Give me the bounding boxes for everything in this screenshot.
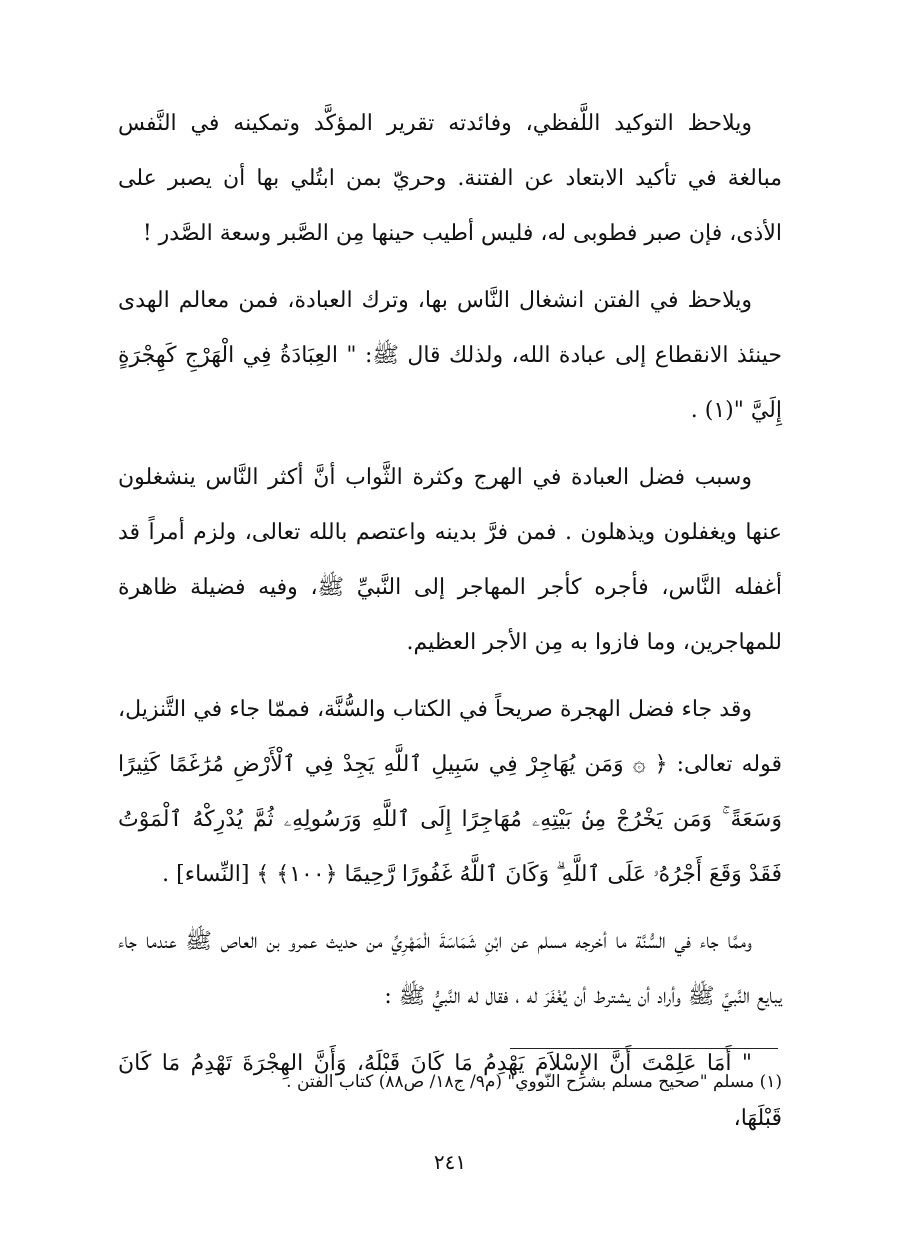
paragraph-4-quran-verse: وقد جاء فضل الهجرة صريحاً في الكتاب والسُّنَّة، فممّا جاء في التَّنزيل، قوله تعالى: ﴿ ۞ وَمَن يُهَاجِرْ فِي سَبِيلِ ٱللَّهِ يَجِدْ فِي ٱلْأَرْضِ مُرَٰغَمًا كَثِيرًا وَسَعَةً ۚ وَمَن يَخْرُجْ مِنۢ بَيْتِهِۦ مُهَاجِرًا إِلَى ٱللَّهِ وَرَسُولِهِۦ ثُمَّ يُدْرِكْهُ ٱلْمَوْتُ فَقَدْ وَقَعَ أَجْرُهُۥ عَلَى ٱللَّهِ ۗ وَكَانَ ٱللَّهُ غَفُورًا رَّحِيمًا ﴿١٠٠﴾ ﴾ [النِّساء] . xyxy=(118,697,782,887)
paragraph-5: وممَّا جاء في السُّنَّة ما أخرجه مسلم عن ابْنِ شَمَاسَةَ الْمَهْرِيِّ من حديث عمرو بن العاص ﷺ عندما جاء يبايع النَّبيَّ ﷺ وأراد أن يشترط أن يُغْفَرَ له ، فقال له النَّبيُّ ﷺ : xyxy=(118,929,782,1009)
paragraph-3: وسبب فضل العبادة في الهرج وكثرة الثَّواب أنَّ أكثر النَّاس ينشغلون عنها ويغفلون ويذهلون . فمن فرَّ بدينه واعتصم بالله تعالى، ولزم أمراً قد أغفله النَّاس، فأجره كأجر المهاجر إلى النَّبيِّ ﷺ، وفيه فضيلة ظاهرة للمهاجرين، وما فازوا به مِن الأجر العظيم. xyxy=(118,465,782,655)
main-text xyxy=(118,96,782,1152)
page-number: ٢٤١ xyxy=(433,1150,467,1174)
footnote-divider xyxy=(510,1048,778,1049)
paragraph-1: ويلاحظ التوكيد اللَّفظي، وفائدته تقرير المؤكَّد وتمكينه في النَّفس مبالغة في تأكيد الابتعاد عن الفتنة. وحريّ بمن ابتُلي بها أن يصبر على الأذى، فإن صبر فطوبى له، فليس أطيب حينها مِن الصَّبر وسعة الصَّدر ! xyxy=(118,111,782,246)
paragraph-2: ويلاحظ في الفتن انشغال النَّاس بها، وترك العبادة، فمن معالم الهدى حينئذ الانقطاع إلى عبادة الله، ولذلك قال ﷺ: " العِبَادَةُ فِي الْهَرْجِ كَهِجْرَةٍ إِلَيَّ "(١) . xyxy=(118,288,782,423)
footnote: (١) مسلم "صحيح مسلم بشرح النّووي" (م٩/ ج١٨/ ص٨٨) كتاب الفتن . xyxy=(286,1072,782,1092)
paragraph-6-hadith: " أَمَا عَلِمْتَ أَنَّ الإِسْلاَمَ يَهْدِمُ مَا كَانَ قَبْلَهُ، وَأَنَّ الهِجْرَةَ تَهْدِمُ مَا كَانَ قَبْلَهَا، xyxy=(118,1051,782,1131)
